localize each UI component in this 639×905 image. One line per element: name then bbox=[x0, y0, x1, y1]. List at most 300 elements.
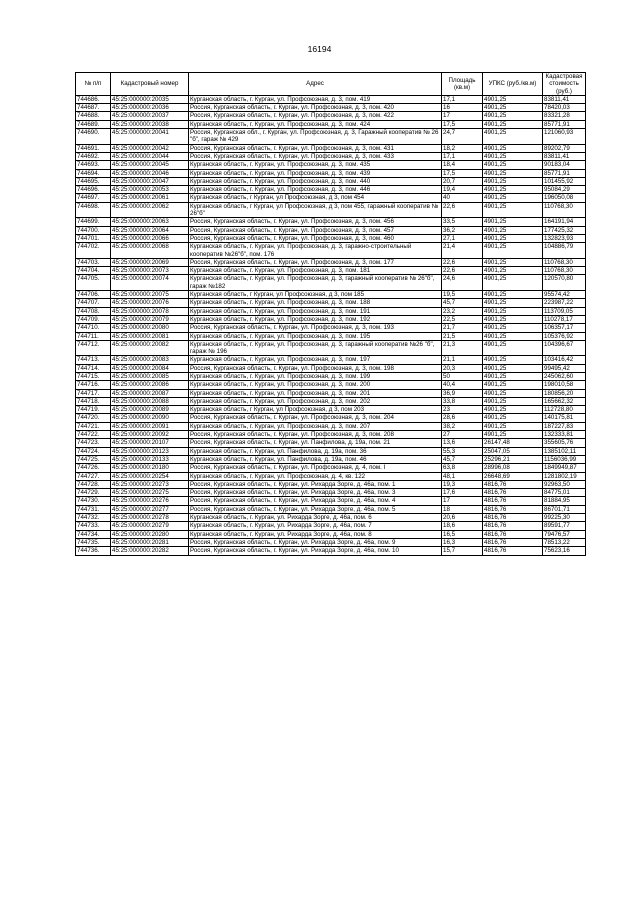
cell-row-number: 744705. bbox=[76, 275, 111, 291]
cell-row-number: 744719. bbox=[76, 406, 111, 414]
cell-cadastral-value: 1156036,99 bbox=[543, 455, 586, 463]
cell-address: Россия, Курганская область, г. Курган, ул. Профсоюзная, д. 3, пом. 198 bbox=[189, 364, 442, 372]
cell-row-number: 744723. bbox=[76, 439, 111, 447]
cell-address: Курганская область, г Курган, ул Профсоюзная, д 3, пом 454 bbox=[189, 194, 442, 202]
cell-area: 23,2 bbox=[442, 307, 483, 315]
cell-upks: 4901,25 bbox=[483, 161, 543, 169]
cell-area: 21,3 bbox=[442, 340, 483, 356]
cell-cadastral-number: 45:25:000000:20279 bbox=[111, 522, 189, 530]
cell-row-number: 744716. bbox=[76, 381, 111, 389]
cell-upks: 4901,25 bbox=[483, 218, 543, 226]
cell-upks: 4901,25 bbox=[483, 414, 543, 422]
cell-upks: 4901,25 bbox=[483, 372, 543, 380]
cell-cadastral-value: 89202,79 bbox=[543, 144, 586, 152]
cell-cadastral-value: 165662,32 bbox=[543, 397, 586, 405]
cell-row-number: 744722. bbox=[76, 431, 111, 439]
cell-cadastral-number: 45:25:000000:20042 bbox=[111, 144, 189, 152]
cell-upks: 4816,76 bbox=[483, 505, 543, 513]
cell-upks: 4901,25 bbox=[483, 186, 543, 194]
cell-cadastral-value: 104886,79 bbox=[543, 243, 586, 259]
table-row bbox=[76, 397, 586, 405]
cell-cadastral-value: 101455,92 bbox=[543, 177, 586, 185]
cell-upks: 4901,25 bbox=[483, 152, 543, 160]
cell-area: 22,5 bbox=[442, 315, 483, 323]
table-row bbox=[76, 472, 586, 480]
cell-cadastral-number: 45:25:000000:20276 bbox=[111, 497, 189, 505]
cell-area: 21,5 bbox=[442, 332, 483, 340]
cell-address: Россия, Курганская область, г. Курган, ул. Профсоюзная, д. 3, пом. 208 bbox=[189, 431, 442, 439]
table-row bbox=[76, 372, 586, 380]
cell-upks: 4901,25 bbox=[483, 177, 543, 185]
cell-row-number: 744686. bbox=[76, 95, 111, 103]
header-row-number: № п/п bbox=[76, 73, 111, 96]
cell-upks: 4901,25 bbox=[483, 243, 543, 259]
cell-cadastral-value: 196050,08 bbox=[543, 194, 586, 202]
cell-cadastral-number: 45:25:000000:20180 bbox=[111, 464, 189, 472]
cell-cadastral-value: 121060,93 bbox=[543, 129, 586, 145]
cell-upks: 4816,76 bbox=[483, 489, 543, 497]
table-row bbox=[76, 194, 586, 202]
cell-cadastral-number: 45:25:000000:20038 bbox=[111, 120, 189, 128]
cell-upks: 4816,76 bbox=[483, 480, 543, 488]
cell-area: 15,7 bbox=[442, 547, 483, 555]
cell-upks: 4901,25 bbox=[483, 226, 543, 234]
cell-area: 17,1 bbox=[442, 152, 483, 160]
cell-upks: 4901,25 bbox=[483, 120, 543, 128]
cell-address: Курганская область, г. Курган, ул. Профсоюзная, д. 3, пом. 419 bbox=[189, 95, 442, 103]
cell-area: 17,5 bbox=[442, 120, 483, 128]
cell-cadastral-value: 81884,95 bbox=[543, 497, 586, 505]
cell-row-number: 744720. bbox=[76, 414, 111, 422]
cell-address: Курганская область, г. Курган, ул. Профсоюзная, д. 3, пом. 192 bbox=[189, 315, 442, 323]
cell-cadastral-value: 164191,94 bbox=[543, 218, 586, 226]
cell-row-number: 744728. bbox=[76, 480, 111, 488]
cell-address: Курганская область, г. Курган, ул. Профсоюзная, д. 3, пом. 446 bbox=[189, 186, 442, 194]
cell-area: 40,4 bbox=[442, 381, 483, 389]
cell-cadastral-value: 120570,80 bbox=[543, 275, 586, 291]
cell-cadastral-number: 45:25:000000:20064 bbox=[111, 226, 189, 234]
cell-cadastral-value: 83811,41 bbox=[543, 152, 586, 160]
cell-upks: 4901,25 bbox=[483, 275, 543, 291]
cell-area: 38,2 bbox=[442, 422, 483, 430]
cell-area: 20,7 bbox=[442, 177, 483, 185]
cell-address: Курганская область, г. Курган, ул. Профсоюзная, д. 3, пом. 424 bbox=[189, 120, 442, 128]
table-row bbox=[76, 307, 586, 315]
cell-address: Россия, Курганская область, г. Курган, ул. Рихарда Зорге, д. 46а, пом. 5 bbox=[189, 505, 442, 513]
table-row bbox=[76, 489, 586, 497]
cell-address: Курганская область, г Курган, ул Профсоюзная, д 3, пом 185 bbox=[189, 291, 442, 299]
cell-row-number: 744725. bbox=[76, 455, 111, 463]
cell-upks: 26147,48 bbox=[483, 439, 543, 447]
cell-area: 17 bbox=[442, 112, 483, 120]
cell-upks: 4901,25 bbox=[483, 422, 543, 430]
table-header-row bbox=[76, 73, 586, 96]
cell-upks: 4901,25 bbox=[483, 194, 543, 202]
cell-address: Курганская область, г. Курган, ул. Профсоюзная, д. 3, пом. 435 bbox=[189, 161, 442, 169]
cell-upks: 4816,76 bbox=[483, 547, 543, 555]
table-row bbox=[76, 161, 586, 169]
cell-address: Россия, Курганская обл., г. Курган, ул. Профсоюзная, д. 3, Гаражный кооператив № 26 "б", гараж № 429 bbox=[189, 129, 442, 145]
cell-address: Курганская область, г. Курган, ул. Профсоюзная, д. 3, пом. 439 bbox=[189, 169, 442, 177]
cell-upks: 4901,25 bbox=[483, 431, 543, 439]
cell-area: 36,2 bbox=[442, 226, 483, 234]
cell-row-number: 744691. bbox=[76, 144, 111, 152]
cell-address: Россия, Курганская область, г. Курган, ул. Профсоюзная, д. 3, пом. 420 bbox=[189, 104, 442, 112]
cell-upks: 4816,76 bbox=[483, 514, 543, 522]
cell-cadastral-value: 85771,91 bbox=[543, 120, 586, 128]
page-number: 16194 bbox=[307, 44, 332, 54]
cell-address: Курганская область, г Курган, ул Профсоюзная, д 3, пом 203 bbox=[189, 406, 442, 414]
cell-cadastral-value: 1281802,19 bbox=[543, 472, 586, 480]
header-area: Площадь (кв.м) bbox=[442, 73, 483, 96]
cell-area: 17,1 bbox=[442, 95, 483, 103]
cell-cadastral-number: 45:25:000000:20278 bbox=[111, 514, 189, 522]
table-row bbox=[76, 152, 586, 160]
table-row bbox=[76, 258, 586, 266]
cell-cadastral-number: 45:25:000000:20061 bbox=[111, 194, 189, 202]
cell-row-number: 744693. bbox=[76, 161, 111, 169]
cell-address: Курганская область, г. Курган, ул. Профсоюзная, д. 3, пом. 200 bbox=[189, 381, 442, 389]
cell-cadastral-value: 75623,16 bbox=[543, 547, 586, 555]
cell-row-number: 744694. bbox=[76, 169, 111, 177]
cell-area: 18,2 bbox=[442, 144, 483, 152]
header-address: Адрес bbox=[189, 73, 442, 96]
cell-cadastral-number: 45:25:000000:20282 bbox=[111, 547, 189, 555]
cell-cadastral-value: 112728,80 bbox=[543, 406, 586, 414]
cell-row-number: 744696. bbox=[76, 186, 111, 194]
cell-cadastral-value: 245062,60 bbox=[543, 372, 586, 380]
cell-address: Курганская область, г. Курган, ул. Профсоюзная, д. 3, пом. 207 bbox=[189, 422, 442, 430]
cell-address: Россия, Курганская область, г. Курган, ул. Профсоюзная, д. 3, пом. 433 bbox=[189, 152, 442, 160]
cell-area: 27 bbox=[442, 431, 483, 439]
table-row bbox=[76, 315, 586, 323]
cell-cadastral-number: 45:25:000000:20123 bbox=[111, 447, 189, 455]
cell-cadastral-value: 84775,01 bbox=[543, 489, 586, 497]
cell-area: 63,8 bbox=[442, 464, 483, 472]
cell-area: 18,6 bbox=[442, 522, 483, 530]
cell-row-number: 744687. bbox=[76, 104, 111, 112]
cell-cadastral-number: 45:25:000000:20062 bbox=[111, 202, 189, 218]
cell-cadastral-number: 45:25:000000:20078 bbox=[111, 307, 189, 315]
table-row bbox=[76, 530, 586, 538]
cell-area: 19,4 bbox=[442, 186, 483, 194]
header-cadastral-value: Кадастровая стоимость (руб.) bbox=[543, 73, 586, 96]
table-row bbox=[76, 364, 586, 372]
cell-row-number: 744734. bbox=[76, 530, 111, 538]
table-row bbox=[76, 505, 586, 513]
table-row bbox=[76, 275, 586, 291]
cell-area: 33,5 bbox=[442, 218, 483, 226]
cell-cadastral-value: 89591,77 bbox=[543, 522, 586, 530]
cell-row-number: 744703. bbox=[76, 258, 111, 266]
cell-cadastral-number: 45:25:000000:20082 bbox=[111, 340, 189, 356]
cell-row-number: 744714. bbox=[76, 364, 111, 372]
cell-address: Курганская область, г. Курган, ул. Профсоюзная, д. 3, пом. 199 bbox=[189, 372, 442, 380]
cell-row-number: 744717. bbox=[76, 389, 111, 397]
cell-area: 36,9 bbox=[442, 389, 483, 397]
cell-cadastral-number: 45:25:000000:20088 bbox=[111, 397, 189, 405]
cell-address: Курганская область, г. Курган, ул. Рихарда Зорге, д. 46а, пом. 6 bbox=[189, 514, 442, 522]
cell-address: Курганская область, г. Курган, ул. Рихарда Зорге, д. 46а, пом. 7 bbox=[189, 522, 442, 530]
cell-row-number: 744710. bbox=[76, 324, 111, 332]
header-upks: УПКС (руб./кв.м) bbox=[483, 73, 543, 96]
cell-cadastral-value: 99225,30 bbox=[543, 514, 586, 522]
cell-row-number: 744712. bbox=[76, 340, 111, 356]
cell-address: Курганская область, г. Курган, ул. Профсоюзная, д. 3, пом. 197 bbox=[189, 356, 442, 364]
cell-upks: 4901,25 bbox=[483, 389, 543, 397]
cell-cadastral-number: 45:25:000000:20091 bbox=[111, 422, 189, 430]
cell-row-number: 744726. bbox=[76, 464, 111, 472]
cell-area: 13,6 bbox=[442, 439, 483, 447]
cell-cadastral-value: 86701,71 bbox=[543, 505, 586, 513]
table-row bbox=[76, 112, 586, 120]
cell-upks: 4901,25 bbox=[483, 307, 543, 315]
cell-cadastral-value: 132333,81 bbox=[543, 431, 586, 439]
cell-cadastral-value: 79476,57 bbox=[543, 530, 586, 538]
cell-address: Россия, Курганская область, г. Курган, ул. Рихарда Зорге, д. 46а, пом. 4 bbox=[189, 497, 442, 505]
cell-row-number: 744690. bbox=[76, 129, 111, 145]
table-row bbox=[76, 422, 586, 430]
cell-upks: 4901,25 bbox=[483, 332, 543, 340]
cell-cadastral-number: 45:25:000000:20133 bbox=[111, 455, 189, 463]
cell-row-number: 744688. bbox=[76, 112, 111, 120]
table-row bbox=[76, 447, 586, 455]
cell-address: Курганская область, г Курган, ул Профсоюзная, д 3, пом 455, гаражный кооператив № 26"б" bbox=[189, 202, 442, 218]
cell-cadastral-number: 45:25:000000:20036 bbox=[111, 104, 189, 112]
cell-address: Курганская область, г. Курган, ул. Профсоюзная, д. 3, пом. 181 bbox=[189, 267, 442, 275]
cell-cadastral-number: 45:25:000000:20281 bbox=[111, 538, 189, 546]
cell-cadastral-number: 45:25:000000:20063 bbox=[111, 218, 189, 226]
cell-address: Курганская область, г. Курган, ул. Профсоюзная, д. 3, пом. 195 bbox=[189, 332, 442, 340]
cell-area: 17,5 bbox=[442, 169, 483, 177]
cell-upks: 4901,25 bbox=[483, 202, 543, 218]
cell-address: Россия, Курганская область, г. Курган, ул. Рихарда Зорге, д. 46а, пом. 9 bbox=[189, 538, 442, 546]
cell-cadastral-value: 104396,67 bbox=[543, 340, 586, 356]
cell-cadastral-value: 1849949,87 bbox=[543, 464, 586, 472]
table-row bbox=[76, 129, 586, 145]
cell-area: 22,6 bbox=[442, 258, 483, 266]
cell-address: Курганская область, г. Курган, ул. Профсоюзная, д. 3, пом. 440 bbox=[189, 177, 442, 185]
cell-cadastral-value: 110768,30 bbox=[543, 267, 586, 275]
cell-area: 16,3 bbox=[442, 538, 483, 546]
cell-cadastral-number: 45:25:000000:20107 bbox=[111, 439, 189, 447]
cell-cadastral-number: 45:25:000000:20079 bbox=[111, 315, 189, 323]
cell-area: 17,6 bbox=[442, 489, 483, 497]
cell-cadastral-number: 45:25:000000:20273 bbox=[111, 480, 189, 488]
table-row bbox=[76, 522, 586, 530]
cell-upks: 25047,05 bbox=[483, 447, 543, 455]
table-row bbox=[76, 120, 586, 128]
cell-area: 19,3 bbox=[442, 480, 483, 488]
cell-row-number: 744708. bbox=[76, 307, 111, 315]
table-row bbox=[76, 291, 586, 299]
cell-upks: 26648,69 bbox=[483, 472, 543, 480]
cell-row-number: 744699. bbox=[76, 218, 111, 226]
cell-upks: 4901,25 bbox=[483, 169, 543, 177]
cell-address: Курганская область, г. Курган, ул. Профсоюзная, д. 3, гаражно-строительный кооператив №26"б", пом. 176 bbox=[189, 243, 442, 259]
cell-cadastral-number: 45:25:000000:20066 bbox=[111, 234, 189, 242]
cell-upks: 4901,25 bbox=[483, 397, 543, 405]
cell-area: 55,3 bbox=[442, 447, 483, 455]
cell-address: Россия, Курганская область, г. Курган, ул. Рихарда Зорге, д. 46а, пом. 1 bbox=[189, 480, 442, 488]
cell-row-number: 744700. bbox=[76, 226, 111, 234]
cell-area: 40 bbox=[442, 194, 483, 202]
table-row bbox=[76, 104, 586, 112]
cell-upks: 4901,25 bbox=[483, 299, 543, 307]
header-cadastral-number: Кадастровый номер bbox=[111, 73, 189, 96]
cell-cadastral-number: 45:25:000000:20086 bbox=[111, 381, 189, 389]
cell-address: Россия, Курганская область, г. Курган, ул. Рихарда Зорге, д. 46а, пом. 3 bbox=[189, 489, 442, 497]
cell-upks: 4901,25 bbox=[483, 267, 543, 275]
table-row bbox=[76, 547, 586, 555]
cell-row-number: 744732. bbox=[76, 514, 111, 522]
cell-upks: 4901,25 bbox=[483, 112, 543, 120]
cell-row-number: 744698. bbox=[76, 202, 111, 218]
table-row bbox=[76, 406, 586, 414]
cell-row-number: 744702. bbox=[76, 243, 111, 259]
cell-cadastral-number: 45:25:000000:20085 bbox=[111, 372, 189, 380]
cell-cadastral-number: 45:25:000000:20069 bbox=[111, 258, 189, 266]
cell-address: Россия, Курганская область, г. Курган, ул. Профсоюзная, д. 3, пом. 422 bbox=[189, 112, 442, 120]
table-row bbox=[76, 234, 586, 242]
table-row bbox=[76, 299, 586, 307]
cell-cadastral-value: 90183,04 bbox=[543, 161, 586, 169]
cell-cadastral-value: 140175,81 bbox=[543, 414, 586, 422]
cell-cadastral-value: 180856,20 bbox=[543, 389, 586, 397]
cell-cadastral-value: 85771,91 bbox=[543, 169, 586, 177]
cell-cadastral-value: 99495,42 bbox=[543, 364, 586, 372]
cell-cadastral-number: 45:25:000000:20087 bbox=[111, 389, 189, 397]
cell-row-number: 744713. bbox=[76, 356, 111, 364]
table-row bbox=[76, 267, 586, 275]
cell-cadastral-value: 78513,22 bbox=[543, 538, 586, 546]
cell-area: 22,6 bbox=[442, 202, 483, 218]
table-row bbox=[76, 538, 586, 546]
cell-cadastral-value: 110278,17 bbox=[543, 315, 586, 323]
cell-cadastral-value: 177425,32 bbox=[543, 226, 586, 234]
cell-upks: 25296,21 bbox=[483, 455, 543, 463]
cell-address: Курганская область, г. Курган, ул. Профсоюзная, д. 3, пом. 188 bbox=[189, 299, 442, 307]
cell-area: 50 bbox=[442, 372, 483, 380]
cell-cadastral-value: 355605,76 bbox=[543, 439, 586, 447]
cell-address: Курганская область, г. Курган, ул. Профсоюзная, д. 4, кв. 122 bbox=[189, 472, 442, 480]
cell-address: Курганская область, г. Курган, ул. Панфилова, д. 19а, пом. 36 bbox=[189, 447, 442, 455]
cell-address: Россия, Курганская область, г. Курган, ул. Профсоюзная, д. 3, пом. 193 bbox=[189, 324, 442, 332]
cell-area: 21,7 bbox=[442, 324, 483, 332]
cell-cadastral-number: 45:25:000000:20045 bbox=[111, 161, 189, 169]
cell-cadastral-value: 95574,42 bbox=[543, 291, 586, 299]
cell-row-number: 744715. bbox=[76, 372, 111, 380]
cell-cadastral-number: 45:25:000000:20092 bbox=[111, 431, 189, 439]
cell-cadastral-value: 106357,17 bbox=[543, 324, 586, 332]
cell-cadastral-number: 45:25:000000:20083 bbox=[111, 356, 189, 364]
cell-cadastral-number: 45:25:000000:20089 bbox=[111, 406, 189, 414]
cell-area: 18,4 bbox=[442, 161, 483, 169]
cell-row-number: 744730. bbox=[76, 497, 111, 505]
cell-upks: 4901,25 bbox=[483, 129, 543, 145]
cell-upks: 4901,25 bbox=[483, 364, 543, 372]
cell-row-number: 744721. bbox=[76, 422, 111, 430]
cell-area: 19,5 bbox=[442, 291, 483, 299]
cell-area: 22,6 bbox=[442, 267, 483, 275]
cell-cadastral-number: 45:25:000000:20080 bbox=[111, 324, 189, 332]
cell-cadastral-number: 45:25:000000:20073 bbox=[111, 267, 189, 275]
cell-upks: 4816,76 bbox=[483, 497, 543, 505]
cell-area: 20,6 bbox=[442, 514, 483, 522]
cell-upks: 4901,25 bbox=[483, 324, 543, 332]
table-row bbox=[76, 480, 586, 488]
cell-area: 20,3 bbox=[442, 364, 483, 372]
cell-row-number: 744706. bbox=[76, 291, 111, 299]
cell-row-number: 744735. bbox=[76, 538, 111, 546]
table-row bbox=[76, 497, 586, 505]
cell-address: Россия, Курганская область, г. Курган, ул. Профсоюзная, д. 3, пом. 457 bbox=[189, 226, 442, 234]
cell-row-number: 744695. bbox=[76, 177, 111, 185]
cell-row-number: 744718. bbox=[76, 397, 111, 405]
cell-row-number: 744692. bbox=[76, 152, 111, 160]
cell-area: 33,8 bbox=[442, 397, 483, 405]
cell-upks: 4901,25 bbox=[483, 356, 543, 364]
cell-cadastral-number: 45:25:000000:20035 bbox=[111, 95, 189, 103]
cell-cadastral-number: 45:25:000000:20090 bbox=[111, 414, 189, 422]
cell-address: Россия, Курганская область, г. Курган, ул. Профсоюзная, д. 3, пом. 460 bbox=[189, 234, 442, 242]
cell-cadastral-number: 45:25:000000:20277 bbox=[111, 505, 189, 513]
cell-upks: 4816,76 bbox=[483, 530, 543, 538]
cell-cadastral-number: 45:25:000000:20046 bbox=[111, 169, 189, 177]
cell-address: Курганская область, г. Курган, ул. Рихарда Зорге, д. 46а, пом. 8 bbox=[189, 530, 442, 538]
cell-cadastral-value: 95084,29 bbox=[543, 186, 586, 194]
table-body bbox=[76, 95, 586, 555]
cell-row-number: 744701. bbox=[76, 234, 111, 242]
cell-upks: 4816,76 bbox=[483, 538, 543, 546]
table-row bbox=[76, 218, 586, 226]
cell-cadastral-value: 110768,30 bbox=[543, 258, 586, 266]
cell-cadastral-value: 83811,41 bbox=[543, 95, 586, 103]
cell-area: 21,1 bbox=[442, 356, 483, 364]
table-row bbox=[76, 95, 586, 103]
table-row bbox=[76, 414, 586, 422]
cell-area: 24,6 bbox=[442, 275, 483, 291]
cell-address: Курганская область, г. Курган, ул. Профсоюзная, д. 3, пом. 191 bbox=[189, 307, 442, 315]
table-row bbox=[76, 332, 586, 340]
cell-cadastral-number: 45:25:000000:20076 bbox=[111, 299, 189, 307]
cell-address: Курганская область, г. Курган, ул. Профсоюзная, д. 3, гаражный кооператив №26 "б", гараж № 196 bbox=[189, 340, 442, 356]
cell-area: 45,7 bbox=[442, 299, 483, 307]
table-row bbox=[76, 439, 586, 447]
cell-area: 17 bbox=[442, 497, 483, 505]
cell-cadastral-value: 78420,03 bbox=[543, 104, 586, 112]
cell-row-number: 744727. bbox=[76, 472, 111, 480]
cell-cadastral-value: 198010,58 bbox=[543, 381, 586, 389]
cell-address: Россия, Курганская область, г. Курган, ул. Рихарда Зорге, д. 46а, пом. 10 bbox=[189, 547, 442, 555]
table-row bbox=[76, 243, 586, 259]
cell-cadastral-value: 187227,83 bbox=[543, 422, 586, 430]
cell-upks: 4901,25 bbox=[483, 258, 543, 266]
cell-cadastral-number: 45:25:000000:20280 bbox=[111, 530, 189, 538]
cell-row-number: 744736. bbox=[76, 547, 111, 555]
cell-address: Россия, Курганская область, г. Курган, ул. Панфилова, д. 19а, пом. 21 bbox=[189, 439, 442, 447]
cell-upks: 4901,25 bbox=[483, 315, 543, 323]
table-row bbox=[76, 356, 586, 364]
cell-area: 28,6 bbox=[442, 414, 483, 422]
cell-row-number: 744707. bbox=[76, 299, 111, 307]
table-row bbox=[76, 455, 586, 463]
table-row bbox=[76, 340, 586, 356]
cell-area: 21,4 bbox=[442, 243, 483, 259]
cell-cadastral-value: 132823,93 bbox=[543, 234, 586, 242]
cell-upks: 4901,25 bbox=[483, 381, 543, 389]
cell-area: 23 bbox=[442, 406, 483, 414]
